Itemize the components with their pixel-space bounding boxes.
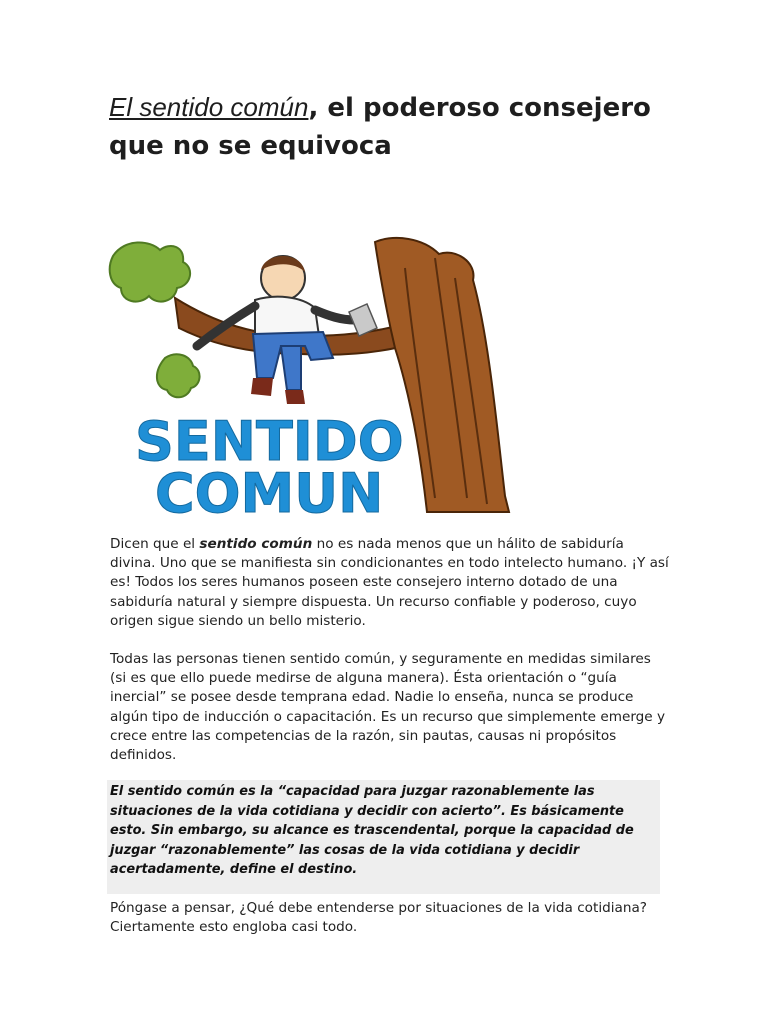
paragraph-3: Póngase a pensar, ¿Qué debe entenderse por situaciones de la vida cotidiana? Ciertamente esto engloba casi todo. xyxy=(110,900,648,936)
paragraph-2: Todas las personas tienen sentido común, y seguramente en medidas similares (si es que ello puede medirse de alguna manera). Ésta orientación o “guía inercial” se posee desde temprana edad. Nadie lo enseña, nunca se produce algún tipo de inducción o capacitación. Es un recurso que simplemente emerge y crece entre las competencias de la razón, sin pautas, causas ni propósitos definidos. xyxy=(110,651,666,764)
man-figure xyxy=(197,256,355,404)
title-link[interactable]: El sentido común xyxy=(109,92,309,122)
article-title xyxy=(109,88,669,165)
sentido-comun-illustration xyxy=(105,228,525,520)
paragraph-1: Dicen que el sentido común no es nada menos que un hálito de sabiduría divina. Uno que se manifiesta sin condicionantes en todo intelecto humano. ¡Y así es! Todos los seres humanos poseen este consejero interno dotado de una sabiduría natural y siempre dispuesta. Un recurso confiable y poderoso, cuyo origen sigue siendo un bello misterio. xyxy=(110,536,669,629)
highlighted-quote: El sentido común es la “capacidad para juzgar razonablemente las situaciones de la vida cotidiana y decidir con acierto”. Es básicamente esto. Sin embargo, su alcance es trascendental, porque la capacidad de juzgar “razonablemente” las cosas de la vida cotidiana y decidir acertadamente, define el destino. xyxy=(107,780,660,894)
caption-line1: SENTIDO xyxy=(135,410,404,473)
emphasis-sentido-comun: sentido común xyxy=(199,536,313,552)
caption-line2: COMUN xyxy=(155,462,384,520)
title-rest: , el poderoso consejero que no se equivoca xyxy=(109,93,651,161)
